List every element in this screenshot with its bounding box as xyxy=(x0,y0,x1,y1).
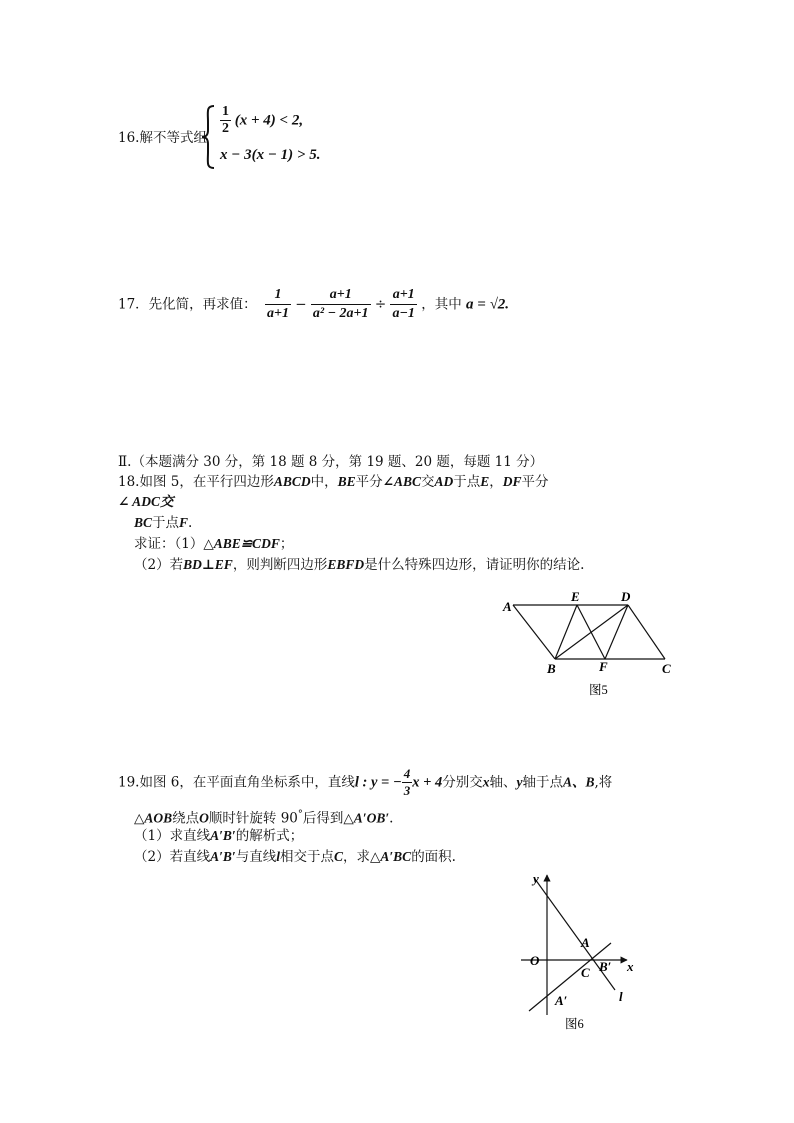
fig6-label-b-prime: B′ xyxy=(599,959,612,974)
q16-brace xyxy=(200,104,216,170)
figure-6-coordinate-plot xyxy=(515,865,655,1037)
fig5-label-b: B xyxy=(547,661,556,676)
fig6-label-a: A xyxy=(581,935,590,950)
q17-label: 17．先化简，再求值： xyxy=(118,296,257,313)
q17-minus: − xyxy=(295,296,307,313)
q18-line-1: 18.如图 5，在平行四边形ABCD中，BE平分∠ABC交AD于点E，DF平分 xyxy=(118,474,549,490)
fig6-line-a2b2 xyxy=(529,943,611,1011)
q16-label: 16.解不等式组 xyxy=(118,130,207,146)
q18-part-2: （2）若BD⊥EF，则判断四边形EBFD是什么特殊四边形，请证明你的结论. xyxy=(134,557,585,573)
fig5-label-d: D xyxy=(621,589,631,604)
q17-fraction-3: $\frac{a+1}{a-1}$ xyxy=(392,287,415,321)
fig5-segment-ef xyxy=(577,605,605,659)
fig6-label-y: y xyxy=(533,871,539,886)
section-2-header: Ⅱ.（本题满分 30 分，第 18 题 8 分，第 19 题、20 题，每题 11 分） xyxy=(118,454,544,470)
q16-inequality-2: x − 3(x − 1) > 5. xyxy=(220,147,321,163)
q19-line-1: 19.如图 6，在平面直角坐标系中，直线l : y = − $\frac{4}{3}$ x + 4分别交x轴、y轴于点A、B,将 xyxy=(118,766,613,798)
q19-line-2: △AOB绕点O顺时针旋转 90°后得到△A′OB′. xyxy=(134,809,394,827)
fig6-label-o: O xyxy=(530,953,540,968)
figure-5-parallelogram xyxy=(495,585,685,700)
fig5-label-e: E xyxy=(571,589,580,604)
q17-condition: a = √2. xyxy=(466,296,510,313)
q17-fraction-2: $\frac{a+1}{\text{a² − 2a+1}}$ xyxy=(312,287,369,321)
fig6-caption: 图6 xyxy=(565,1017,584,1031)
fig5-label-c: C xyxy=(662,661,671,676)
q18-proof-1: 求证：（1）△ABE≌CDF； xyxy=(134,536,294,552)
q19-part-2: （2）若直线A′B′与直线l相交于点C，求△A′BC的面积. xyxy=(134,849,456,865)
q17-divide: ÷ xyxy=(374,296,387,313)
fig5-label-f: F xyxy=(599,659,608,674)
fig5-caption: 图5 xyxy=(589,683,608,697)
fig6-label-a-prime: A′ xyxy=(555,993,568,1008)
fig5-side-dc xyxy=(628,605,665,659)
fig6-label-l: l xyxy=(619,989,623,1004)
fig6-label-x: x xyxy=(627,959,634,974)
fig5-label-a: A xyxy=(503,599,512,614)
q16-inequality-1: $\frac{1}{2}$ (x + 4) < 2, xyxy=(222,104,304,136)
q17-tail: ，其中 xyxy=(421,296,462,313)
q18-line-2: ∠ ADC交 xyxy=(118,494,174,509)
fig5-side-ab xyxy=(513,605,555,659)
q19-part-1: （1）求直线A′B′的解析式； xyxy=(134,828,304,844)
q17-question xyxy=(118,286,509,323)
fig6-label-c: C xyxy=(581,965,590,980)
q17-fraction-1: $\frac{1}{a+1}$ xyxy=(266,287,289,321)
q18-line-3: BC于点F. xyxy=(134,515,193,531)
